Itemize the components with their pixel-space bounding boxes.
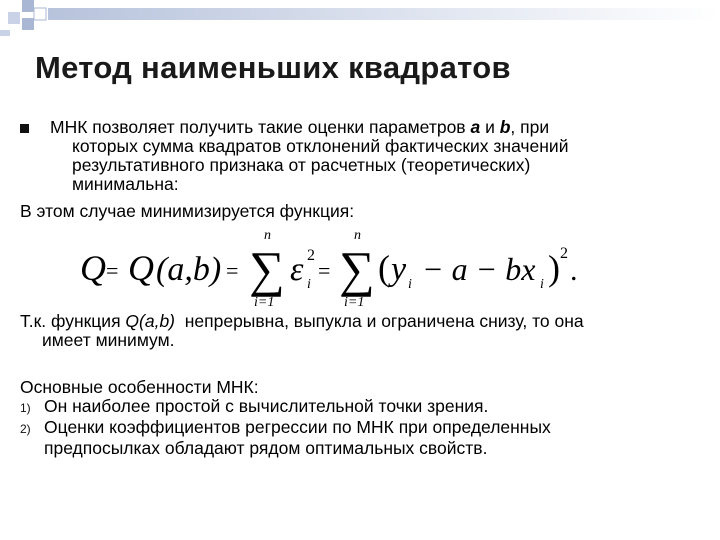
- function-name: Q(a,b): [125, 311, 176, 331]
- bullet-line-1: [50, 118, 690, 137]
- y-subscript: i: [408, 277, 412, 292]
- text-run: МНК позволяет получить такие оценки параметров: [50, 117, 471, 137]
- sum-lower-limit: i=1: [254, 295, 275, 310]
- item-text: Оценки коэффициентов регрессии по МНК при определенных: [44, 417, 551, 437]
- deco-gradient-band: [48, 8, 720, 20]
- formula-args: (a,b): [156, 251, 222, 288]
- formula-Q-ab: Q: [128, 248, 154, 288]
- formula-epsilon: ε: [290, 251, 304, 288]
- bullet-line-2: которых сумма квадратов отклонений фактических значений: [72, 136, 569, 156]
- epsilon-superscript: 2: [307, 247, 315, 264]
- tk-line-2: имеет минимум.: [42, 330, 175, 350]
- title-decoration: [0, 0, 720, 40]
- sum-upper-limit: n: [264, 228, 271, 243]
- tk-paragraph: [20, 312, 700, 350]
- deco-square: [22, 0, 34, 12]
- sum-lower-limit: i=1: [344, 295, 365, 310]
- feature-item-2-cont: предпосылках обладают рядом оптимальных свойств.: [44, 438, 488, 458]
- deco-square: [22, 18, 34, 30]
- formula-dot: .: [570, 254, 578, 287]
- item-number: 2): [20, 422, 31, 436]
- sum-upper-limit: n: [354, 228, 361, 243]
- text-run: непрерывна, выпукла и ограничена снизу, то она: [175, 311, 584, 331]
- tk-line-1: [20, 312, 700, 331]
- formula-equals: =: [106, 258, 119, 283]
- feature-item-1: [20, 397, 700, 418]
- formula-Q: Q: [80, 248, 106, 288]
- item-number: 1): [20, 401, 31, 415]
- slide-title: Метод наименьших квадратов: [35, 50, 511, 85]
- features-heading: Основные особенности МНК:: [20, 377, 259, 397]
- deco-square: [0, 30, 10, 36]
- formula-y: y: [391, 251, 407, 288]
- sum-sign: ∑: [339, 241, 375, 297]
- deco-square: [34, 8, 46, 20]
- formula-equals: =: [226, 258, 239, 283]
- feature-item-2: [20, 418, 700, 439]
- bullet-square-icon: [20, 124, 29, 133]
- epsilon-subscript: i: [307, 277, 311, 292]
- text-run: , при: [510, 117, 550, 137]
- text-run: и: [480, 117, 500, 137]
- x-subscript: i: [540, 277, 544, 292]
- formula-paren: ): [548, 248, 560, 288]
- sum-sign: ∑: [249, 241, 285, 297]
- intro-line: В этом случае минимизируется функция:: [20, 201, 355, 221]
- deco-square: [8, 12, 20, 24]
- bullet-paragraph: [50, 118, 690, 194]
- text-run: Т.к. функция: [20, 311, 126, 331]
- formula-square: 2: [560, 245, 568, 262]
- formula-residual: − a − bx: [414, 251, 536, 287]
- features-block: [20, 378, 700, 458]
- param-b: b: [499, 117, 511, 137]
- lsm-formula: [78, 222, 598, 312]
- formula-equals: =: [318, 258, 331, 283]
- item-text: Он наиболее простой с вычислительной точки зрения.: [44, 396, 489, 416]
- param-a: a: [470, 117, 481, 137]
- bullet-line-4: минимальна:: [72, 174, 179, 194]
- formula-paren: (: [378, 248, 390, 288]
- bullet-line-3: результативного признака от расчетных (теоретических): [72, 155, 531, 175]
